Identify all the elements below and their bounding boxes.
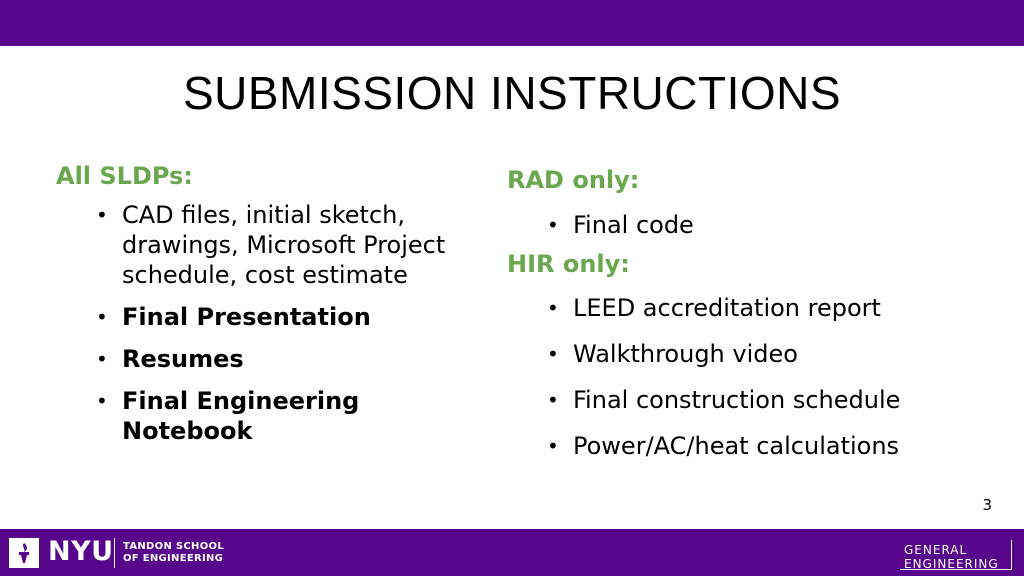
list-item-text: CAD files, initial sketch, drawings, Microsoft Project schedule, cost estimate [122,201,446,289]
list-item-text: Power/AC/heat calculations [573,432,900,460]
department-logo [904,543,999,571]
list-item-text: Final code [573,211,694,239]
bullet-icon: • [547,388,559,412]
bullet-icon: • [547,434,559,458]
list-item [547,339,987,369]
list-item-text: Walkthrough video [573,340,798,368]
list-item-text: Resumes [122,345,244,373]
list-item [547,210,987,240]
bullet-icon: • [96,203,108,227]
school-line-2: OF ENGINEERING [123,553,224,564]
list-item [96,344,456,374]
list-item-text: Final Engineering Notebook [122,387,360,445]
dept-line-2: ENGINEERING [904,557,999,571]
hir-heading: HIR only: [507,250,630,278]
bullet-icon: • [96,389,108,413]
bullet-icon: • [547,296,559,320]
bullet-icon: • [547,342,559,366]
left-bullet-list [96,200,456,458]
rad-heading: RAD only: [507,166,640,194]
logo-divider [114,538,115,568]
list-item-text: Final construction schedule [573,386,901,414]
list-item-text: Final Presentation [122,303,371,331]
dept-line-1: GENERAL [904,543,968,557]
nyu-logo-text: NYU [48,536,114,567]
list-item [547,293,987,323]
torch-icon-svg [15,542,33,564]
page-number: 3 [982,496,992,514]
list-item [547,431,987,461]
bullet-icon: • [96,305,108,329]
slide-title: SUBMISSION INSTRUCTIONS [182,67,842,119]
list-item [96,302,456,332]
torch-icon [9,538,39,568]
bullet-icon: • [547,213,559,237]
top-band [0,0,1024,46]
hir-bullet-list [547,293,987,477]
list-item [96,200,456,290]
list-item-text: LEED accreditation report [573,294,881,322]
school-line-1: TANDON SCHOOL [123,541,224,552]
list-item [96,386,456,446]
list-item [547,385,987,415]
bullet-icon: • [96,347,108,371]
left-heading: All SLDPs: [56,162,193,190]
school-name [123,541,224,565]
